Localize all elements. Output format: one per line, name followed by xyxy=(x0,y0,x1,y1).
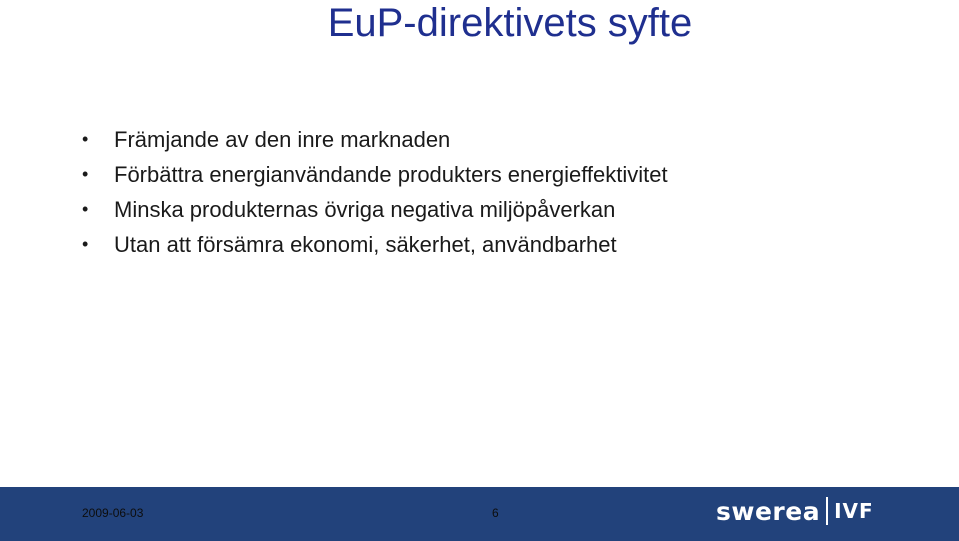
logo-main-text: swerea xyxy=(716,496,821,526)
bullet-text: Främjande av den inre marknaden xyxy=(114,127,451,152)
bullet-icon: • xyxy=(82,234,89,254)
bullet-icon: • xyxy=(82,199,89,219)
bullet-text: Minska produkternas övriga negativa miljöpåverkan xyxy=(114,197,616,222)
footer-bar xyxy=(0,487,959,541)
bullet-icon: • xyxy=(82,129,89,149)
page-number: 6 xyxy=(492,506,499,520)
swerea-ivf-logo xyxy=(716,495,874,527)
slide-title: EuP-direktivets syfte xyxy=(327,1,693,45)
bullet-icon: • xyxy=(82,164,89,184)
bullet-text: Förbättra energianvändande produkters energieffektivitet xyxy=(114,162,668,187)
bullet-text: Utan att försämra ekonomi, säkerhet, användbarhet xyxy=(114,232,617,257)
footer-date: 2009-06-03 xyxy=(82,506,144,520)
logo-divider xyxy=(826,497,828,525)
logo-sub-text: IVF xyxy=(834,499,874,523)
